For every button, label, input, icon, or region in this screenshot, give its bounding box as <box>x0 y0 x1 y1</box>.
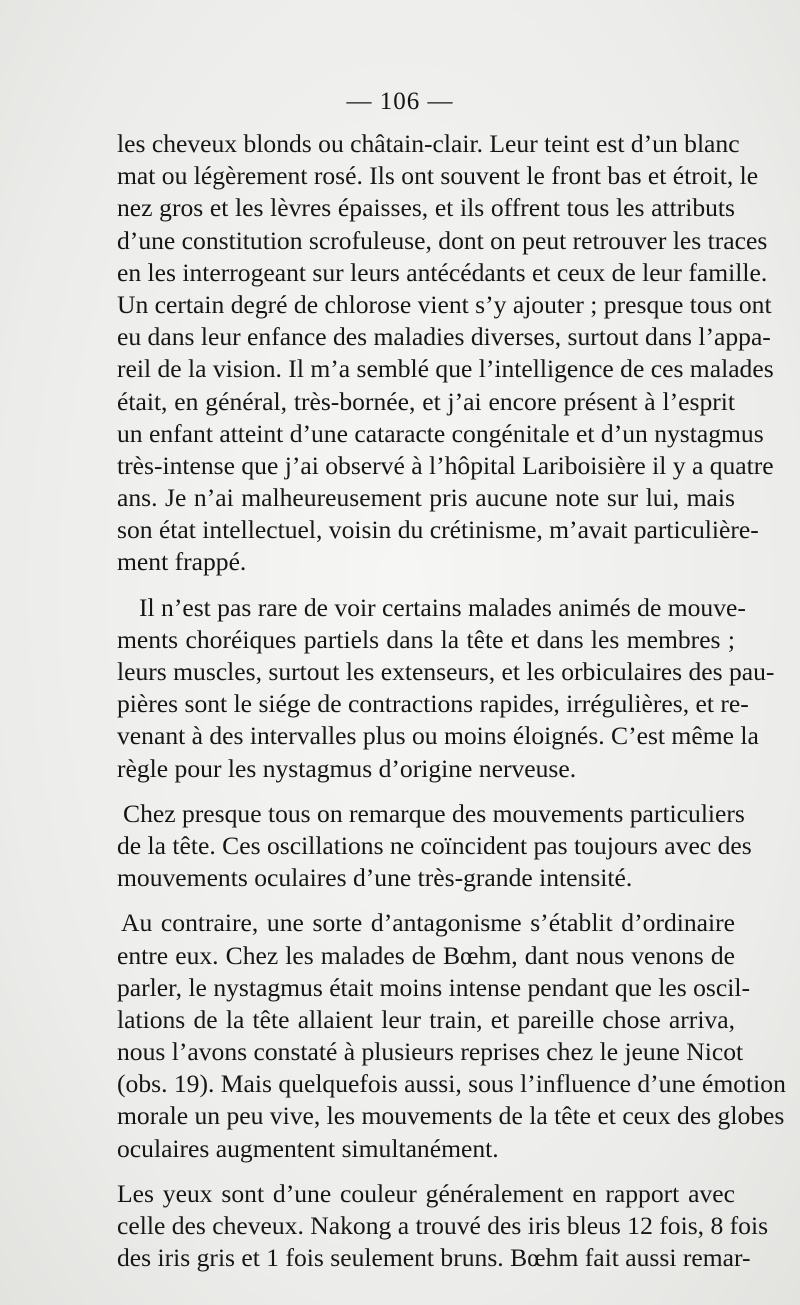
text-line: Au contraire, une sorte d’antagonisme s’établit d’ordinaire <box>121 908 735 938</box>
text-line: entre eux. Chez les malades de Bœhm, dant nous venons de <box>117 940 735 970</box>
text-line: nez gros et les lèvres épaisses, et ils offrent tous les attributs <box>117 193 735 223</box>
text-line: ment frappé. <box>117 547 247 577</box>
text-line: était, en général, très-bornée, et j’ai encore présent à l’esprit <box>117 386 735 416</box>
text-line: venant à des intervalles plus ou moins éloignés. C’est même la <box>117 721 759 751</box>
text-line: pières sont le siége de contractions rapides, irrégulières, et re- <box>117 689 749 719</box>
paragraph-2-cont <box>117 624 775 785</box>
text-line: reil de la vision. Il m’a semblé que l’intelligence de ces malades <box>117 354 774 384</box>
text-line: oculaires augmentent simultanément. <box>117 1133 499 1163</box>
text-line: ments choréiques partiels dans la tête et dans les membres ; <box>117 624 735 654</box>
text-line: en les interrogeant sur leurs antécédants et ceux de leur famille. <box>117 257 768 287</box>
text-line: un enfant atteint d’une cataracte congénitale et d’un nystagmus <box>117 418 764 448</box>
text-line: nous l’avons constaté à plusieurs reprises chez le jeune Nicot <box>117 1037 744 1067</box>
text-line: leurs muscles, surtout les extenseurs, et les orbiculaires des pau- <box>117 657 775 686</box>
text-line: très-intense que j’ai observé à l’hôpital Lariboisière il y a quatre <box>117 450 774 480</box>
text-line: mat ou légèrement rosé. Ils ont souvent le front bas et étroit, le <box>117 161 759 191</box>
paragraph-3 <box>117 798 752 895</box>
paragraph-5 <box>117 1178 769 1275</box>
paragraph-2 <box>117 592 746 624</box>
paragraph-gap <box>117 894 735 907</box>
text-line: parler, le nystagmus était moins intense pendant que les oscil- <box>117 972 750 1002</box>
text-line: son état intellectuel, voisin du crétinisme, m’avait particulière- <box>117 515 759 545</box>
text-line: de la tête. Ces oscillations ne coïncident pas toujours avec des <box>117 830 752 860</box>
paragraph-gap <box>117 1165 735 1178</box>
text-line: (obs. 19). Mais quelquefois aussi, sous l’influence d’une émotion <box>117 1069 786 1099</box>
text-line: eu dans leur enfance des maladies diverses, surtout dans l’appa- <box>117 322 771 352</box>
text-line: les cheveux blonds ou châtain-clair. Leur teint est d’un blanc <box>117 129 740 158</box>
text-line: ans. Je n’ai malheureusement pris aucune note sur lui, mais <box>117 483 735 513</box>
text-line: Chez presque tous on remarque des mouvements particuliers <box>123 798 745 828</box>
text-line: lations de la tête allaient leur train, et pareille chose arriva, <box>117 1004 735 1034</box>
body-text <box>117 128 786 1274</box>
paragraph-gap <box>117 785 735 798</box>
paragraph-1 <box>117 128 774 579</box>
text-line: Les yeux sont d’une couleur généralement en rapport avec <box>117 1178 735 1208</box>
page-number: — 106 — <box>346 88 454 115</box>
text-line: Il n’est pas rare de voir certains malades animés de mouve- <box>139 592 746 622</box>
paragraph-gap <box>117 579 735 592</box>
text-line: celle des cheveux. Nakong a trouvé des iris bleus 12 fois, 8 fois <box>117 1211 769 1240</box>
text-line: morale un peu vive, les mouvements de la tête et ceux des globes <box>117 1101 785 1131</box>
text-line: des iris gris et 1 fois seulement bruns. Bœhm fait aussi remar- <box>117 1243 751 1273</box>
paragraph-4 <box>117 907 786 1165</box>
text-line: règle pour les nystagmus d’origine nerveuse. <box>117 753 577 783</box>
text-line: d’une constitution scrofuleuse, dont on peut retrouver les traces <box>117 225 768 255</box>
text-line: Un certain degré de chlorose vient s’y ajouter ; presque tous ont <box>117 289 772 319</box>
text-line: mouvements oculaires d’une très-grande intensité. <box>117 863 633 893</box>
